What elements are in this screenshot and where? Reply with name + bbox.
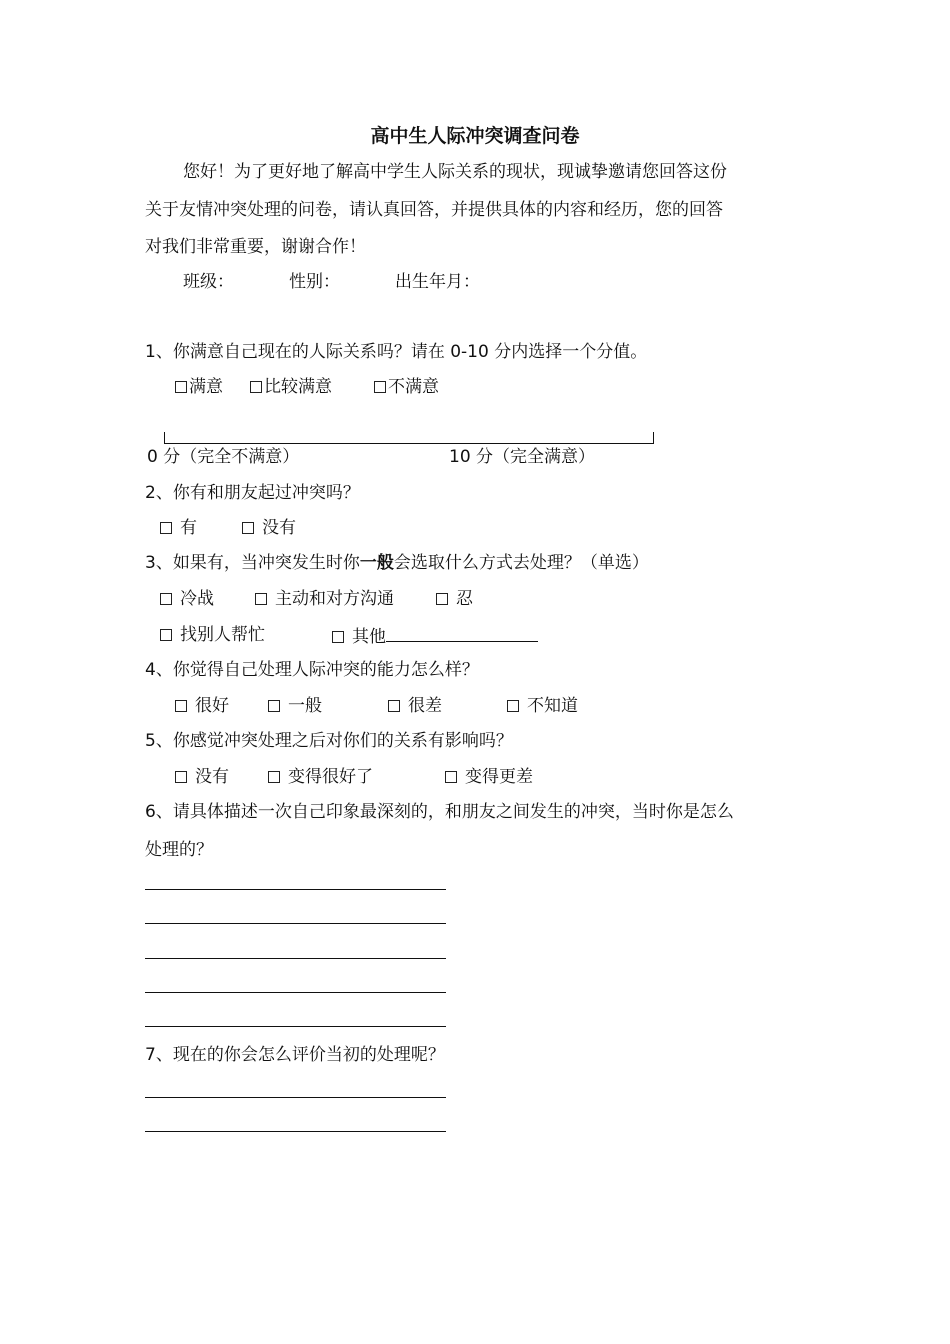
checkbox[interactable]	[436, 593, 448, 605]
question-1: 1、你满意自己现在的人际关系吗？请在 0-10 分内选择一个分值。	[145, 342, 648, 362]
intro-line-3: 对我们非常重要，谢谢合作！	[145, 237, 366, 257]
answer-line[interactable]	[145, 923, 446, 924]
checkbox[interactable]	[268, 771, 280, 783]
q4-option-average[interactable]: 一般	[268, 695, 322, 717]
question-6-line-2: 处理的？	[145, 840, 213, 860]
birth-field-label: 出生年月：	[395, 272, 480, 292]
q5-option-none[interactable]: 没有	[175, 766, 229, 788]
gender-field-label: 性别：	[289, 272, 340, 292]
q2-option-no[interactable]: 没有	[242, 517, 296, 539]
question-6-line-1: 6、请具体描述一次自己印象最深刻的，和朋友之间发生的冲突，当时你是怎么	[145, 802, 734, 822]
checkbox[interactable]	[242, 522, 254, 534]
checkbox[interactable]	[175, 381, 187, 393]
checkbox[interactable]	[255, 593, 267, 605]
checkbox[interactable]	[160, 522, 172, 534]
question-2: 2、你有和朋友起过冲突吗？	[145, 483, 360, 503]
answer-line[interactable]	[145, 992, 446, 993]
scale-min-label: 0 分（完全不满意）	[147, 447, 300, 467]
q3-option-cold-war[interactable]: 冷战	[160, 588, 214, 610]
checkbox[interactable]	[374, 381, 386, 393]
scale-tick-right	[653, 432, 654, 443]
q4-option-poor[interactable]: 很差	[388, 695, 442, 717]
q3-option-other[interactable]: 其他	[332, 624, 538, 648]
checkbox[interactable]	[160, 629, 172, 641]
other-input[interactable]	[386, 624, 538, 642]
page-title: 高中生人际冲突调查问卷	[370, 125, 580, 147]
checkbox[interactable]	[175, 700, 187, 712]
question-5: 5、你感觉冲突处理之后对你们的关系有影响吗？	[145, 731, 513, 751]
checkbox[interactable]	[175, 771, 187, 783]
q4-option-good[interactable]: 很好	[175, 695, 229, 717]
q1-option-fairly-satisfied[interactable]: 比较满意	[250, 376, 332, 398]
intro-line-1: 您好！为了更好地了解高中学生人际关系的现状，现诚挚邀请您回答这份	[183, 162, 727, 182]
scale-max-label: 10 分（完全满意）	[449, 447, 596, 467]
checkbox[interactable]	[250, 381, 262, 393]
checkbox[interactable]	[507, 700, 519, 712]
checkbox[interactable]	[445, 771, 457, 783]
scale-tick-left	[164, 432, 165, 443]
answer-line[interactable]	[145, 1131, 446, 1132]
checkbox[interactable]	[388, 700, 400, 712]
question-4: 4、你觉得自己处理人际冲突的能力怎么样？	[145, 660, 479, 680]
question-3: 3、如果有，当冲突发生时你一般会选取什么方式去处理？（单选）	[145, 553, 649, 573]
q3-option-ask-help[interactable]: 找别人帮忙	[160, 624, 265, 646]
checkbox[interactable]	[332, 631, 344, 643]
answer-line[interactable]	[145, 1097, 446, 1098]
q1-option-satisfied[interactable]: 满意	[175, 376, 223, 398]
intro-line-2: 关于友情冲突处理的问卷，请认真回答，并提供具体的内容和经历，您的回答	[145, 200, 723, 220]
answer-line[interactable]	[145, 1026, 446, 1027]
q3-option-communicate[interactable]: 主动和对方沟通	[255, 588, 394, 610]
q5-option-better[interactable]: 变得很好了	[268, 766, 373, 788]
q4-option-unknown[interactable]: 不知道	[507, 695, 578, 717]
q5-option-worse[interactable]: 变得更差	[445, 766, 533, 788]
class-field-label: 班级：	[183, 272, 234, 292]
answer-line[interactable]	[145, 958, 446, 959]
q3-option-endure[interactable]: 忍	[436, 588, 473, 610]
emphasis: 一般	[359, 553, 394, 573]
q2-option-yes[interactable]: 有	[160, 517, 197, 539]
checkbox[interactable]	[268, 700, 280, 712]
answer-line[interactable]	[145, 889, 446, 890]
q1-option-unsatisfied[interactable]: 不满意	[374, 376, 439, 398]
satisfaction-scale[interactable]	[164, 443, 654, 444]
checkbox[interactable]	[160, 593, 172, 605]
question-7: 7、现在的你会怎么评价当初的处理呢？	[145, 1045, 445, 1065]
